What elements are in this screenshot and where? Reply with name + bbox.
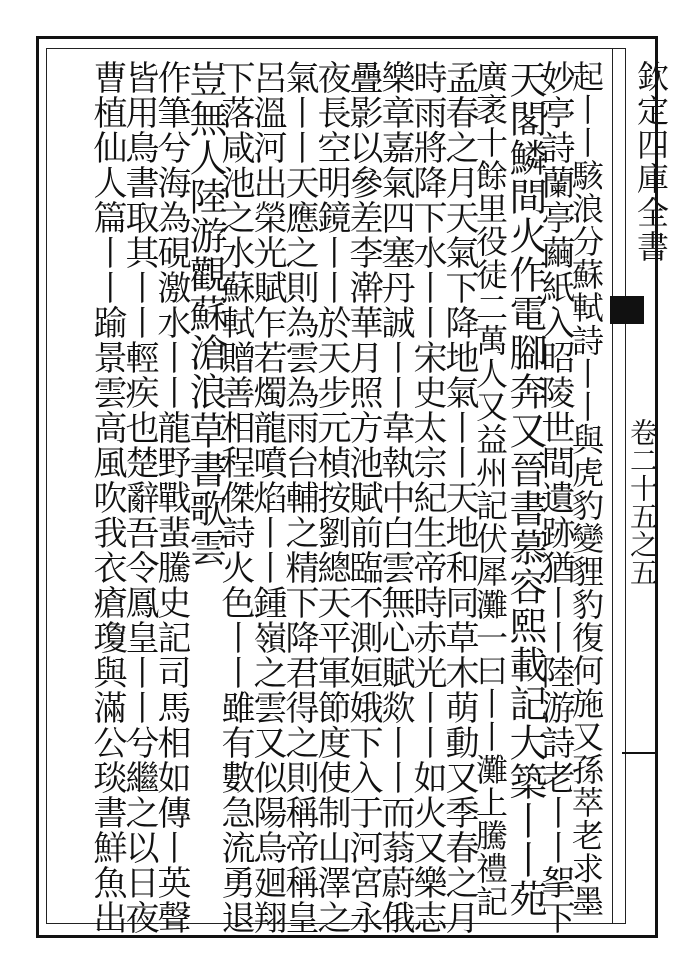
- page-number-text: [630, 740, 631, 741]
- center-band-line: [612, 48, 613, 924]
- book-title: 欽定四庫全書: [632, 60, 670, 264]
- text-column-4: 廣袤十餘里役徒二萬人又益州記伏犀灘一曰丨丨灘上騰禮記: [471, 60, 509, 918]
- text-column-13: 豈無人陸游觀蘇滄浪草書歌雲: [183, 60, 227, 567]
- text-column-11: 呂溫河出榮光賦乍若燭龍噴焰丨丨鍾嶺之雲又似陽烏廻翔: [247, 60, 287, 935]
- text-column-12: 下落咸池之水蘇軾贈善相程傑詩火色丨丨雖有數急流勇退: [215, 60, 255, 935]
- page-number: [622, 752, 656, 754]
- text-column-1: 起丨丨駭浪分蘇軾詩丨丨與虎豹變貍豹復何施又孫萃老求墨: [567, 60, 605, 918]
- text-column-7: 樂章嘉氣四塞丹誠丨丨韋執中白雲無心賦欻丨丨而蓊蔚俄: [375, 60, 415, 935]
- text-column-2: 妙亭詩蘭亭繭紙入昭陵世間遺跡猶丨丨陸游詩老丨丨挐下: [535, 60, 575, 935]
- text-column-3: 天閣鱗間火作電腳奔又晉書慕容熙載記大築丨丨苑: [503, 60, 547, 918]
- text-column-16: 曹植仙人篇丨丨踰景雲高風吹我衣瘡瓊與滿公琰書鮮魚出: [87, 60, 127, 935]
- text-column-5: 孟春之月天氣下降地氣丨丨天地和同草木萌動又季春之月: [439, 60, 479, 935]
- text-column-15: 皆用鳥書取其丨丨輕疾也楚辭吾令鳳皇丨丨兮繼之以日夜: [119, 60, 159, 935]
- text-column-14: 作筆兮海為硯激水丨丨龍野戰蜚騰史記司馬相如傳丨英聲: [151, 60, 191, 935]
- volume-label: 卷二十五之五: [626, 418, 659, 586]
- text-column-6: 時雨將降下水丨丨宋史太宗紀生帝時赤光丨丨如火又樂志: [407, 60, 447, 935]
- text-column-9: 夜長空明鏡丨丨於天步元楨按劉總天平軍節度使制山澤之: [311, 60, 351, 935]
- fishtail-mark: [610, 296, 644, 324]
- text-column-10: 氣丨丨天應之則為雲為雨台輔之精下降君得之則稱帝稱皇: [279, 60, 319, 935]
- text-column-8: 疊影以參差李澣華月照方池賦前臨不測姮娥下入于河宮永: [343, 60, 383, 935]
